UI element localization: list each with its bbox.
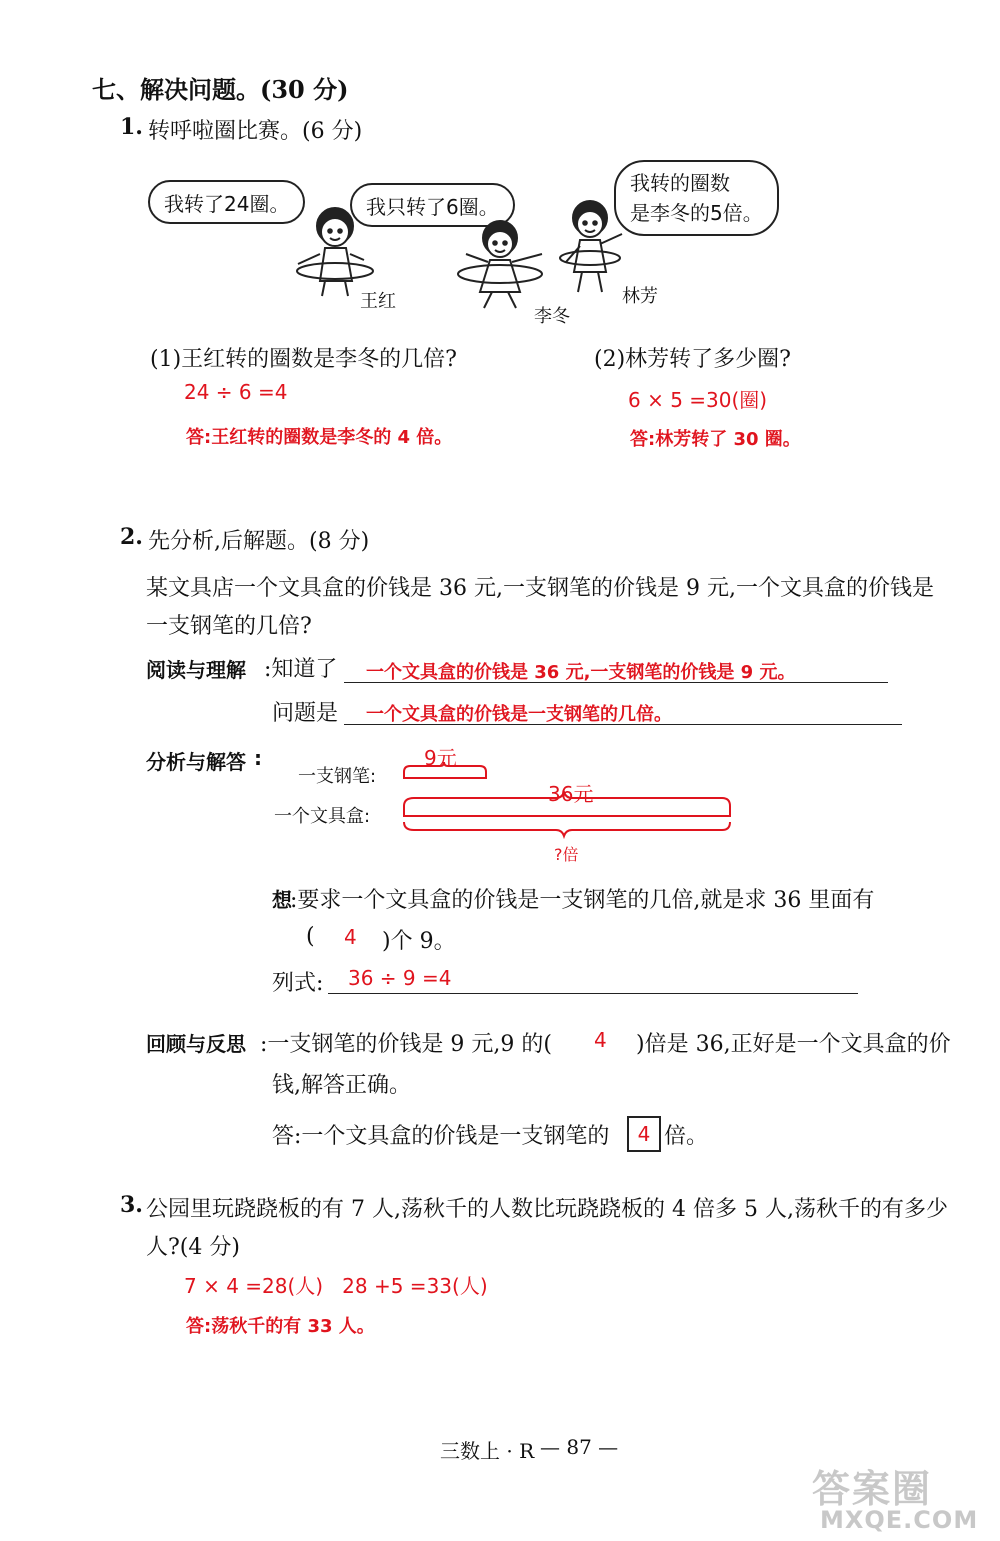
box-label: 一个文具盒: [274,806,371,827]
review-line1a: :一支钢笔的价钱是 9 元,9 的( [260,1032,552,1057]
analysis-label: 分析与解答 [146,750,246,774]
section-title: 七、解决问题。(30 分) [92,75,349,104]
segment-diagram [396,760,742,850]
final-answer-box [627,1116,661,1152]
q1-sub2-question: (2)林芳转了多少圈? [594,347,791,372]
box-segment [404,806,730,816]
q3-work: 7 × 4 =28(人) 28 +5 =33(人) [184,1274,488,1298]
q1-number: 1. [120,114,143,140]
review-answer: 4 [594,1028,607,1052]
review-label: 回顾与反思 [146,1032,246,1056]
q2-problem-line2: 一支钢笔的几倍? [146,614,312,639]
watermark-logo: 答案圈 [812,1467,933,1511]
q3-answer: 答:荡秋千的有 33 人。 [186,1316,375,1337]
review-line1b: )倍是 36,正好是一个文具盒的价 [636,1032,951,1057]
q2-problem-line1: 某文具店一个文具盒的价钱是 36 元,一支钢笔的价钱是 9 元,一个文具盒的价钱是 [146,576,934,601]
final-prefix: 答:一个文具盒的价钱是一支钢笔的 [272,1124,610,1149]
question-underline [344,724,902,725]
q1-sub1-answer: 答:王红转的圈数是李冬的 4 倍。 [186,427,453,448]
times-label: ?倍 [554,845,579,864]
final-suffix: 倍。 [664,1124,709,1149]
known-underline [344,682,888,683]
bubble-text: 是李冬的5倍。 [630,201,763,225]
girl-lidong-figure [458,221,542,308]
formula-answer: 36 ÷ 9 =4 [348,966,452,990]
girl-linfang-figure [560,201,622,292]
think-line1: :要求一个文具盒的价钱是一支钢笔的几倍,就是求 36 里面有 [290,888,875,913]
bubble-text: 我只转了6圈。 [366,194,499,219]
think-paren-open: ( [306,924,315,949]
q3-line2: 人?(4 分) [146,1235,240,1260]
review-line2: 钱,解答正确。 [272,1073,411,1098]
q1-sub2-answer: 答:林芳转了 30 圈。 [630,429,801,450]
question-answer: 一个文具盒的价钱是一支钢笔的几倍。 [366,704,672,725]
name-wanghong: 王红 [360,291,396,312]
question-prefix: 问题是 [272,701,339,726]
box-brace-bottom [404,822,730,836]
q1-title: 转呼啦圈比赛。(6 分) [148,119,363,144]
watermark-site: MXQE.COM [820,1506,979,1534]
footer-label: 三数上 · R [440,1439,535,1463]
q1-sub1-question: (1)王红转的圈数是李冬的几倍? [150,347,457,372]
pen-value: 9元 [424,746,457,770]
name-linfang: 林芳 [622,286,658,307]
think-paren-close: )个 9。 [382,929,456,954]
think-label: 想 [272,888,292,912]
analysis-colon: : [254,746,262,770]
q2-title: 先分析,后解题。(8 分) [148,529,370,554]
q3-line1: 公园里玩跷跷板的有 7 人,荡秋千的人数比玩跷跷板的 4 倍多 5 人,荡秋千的有多少 [146,1197,948,1222]
hula-hoop-illustration [280,196,680,326]
box-value: 36元 [548,782,594,806]
q1-sub2-work: 6 × 5 =30(圈) [628,388,768,412]
think-answer: 4 [344,925,357,949]
pen-label: 一支钢笔: [298,766,377,787]
q1-sub1-work: 24 ÷ 6 =4 [184,380,288,404]
known-answer: 一个文具盒的价钱是 36 元,一支钢笔的价钱是 9 元。 [366,662,796,683]
q2-number: 2. [120,524,143,550]
bubble-text: 我转的圈数 [630,171,730,195]
name-lidong: 李冬 [534,306,570,327]
q3-number: 3. [120,1192,143,1218]
final-answer: 4 [637,1122,651,1146]
page-number: — 87 — [540,1435,619,1459]
formula-underline [328,993,858,994]
pen-segment [404,772,486,778]
box-brace-top [404,792,730,806]
bubble-text: 我转了24圈。 [164,191,290,216]
pen-brace [404,762,486,772]
formula-label: 列式: [272,971,324,996]
known-prefix: :知道了 [264,657,338,682]
girl-wanghong-figure [297,208,373,296]
read-understand-label: 阅读与理解 [146,658,246,682]
